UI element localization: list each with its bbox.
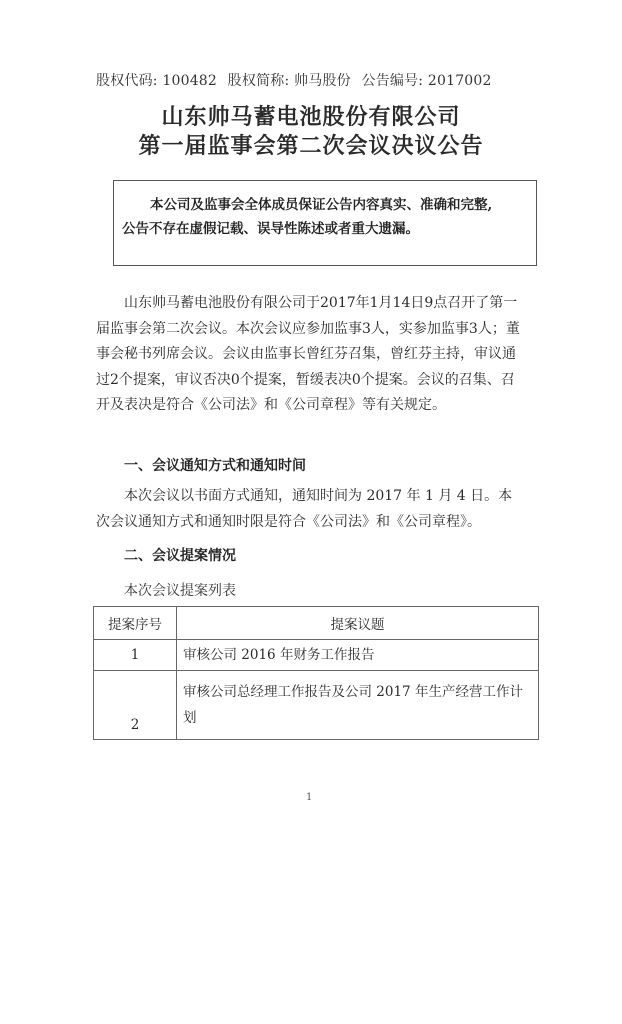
table-header-row bbox=[94, 607, 539, 640]
intro-line: 过2个提案，审议否决0个提案，暂缓表决0个提案。会议的召集、召 bbox=[96, 371, 515, 388]
proposal-number-cell: 1 bbox=[94, 640, 177, 671]
section-1-line: 次会议通知方式和通知时限是符合《公司法》和《公司章程》。 bbox=[96, 513, 481, 530]
announcement-title: 第一届监事会第二次会议决议公告 bbox=[138, 134, 484, 159]
section-1-line: 本次会议以书面方式通知，通知时间为 2017 年 1 月 4 日。本 bbox=[124, 488, 513, 504]
intro-line: 届监事会第二次会议。本次会议应参加监事3人，实参加监事3人；董 bbox=[96, 320, 520, 337]
section-1-heading: 一、会议通知方式和通知时间 bbox=[124, 458, 306, 474]
disclaimer-line-2: 公告不存在虚假记载、误导性陈述或者重大遗漏。 bbox=[122, 221, 419, 237]
disclaimer-box bbox=[113, 180, 537, 266]
table-row bbox=[94, 671, 539, 740]
proposal-topic-line: 划 bbox=[183, 710, 197, 726]
intro-line: 山东帅马蓄电池股份有限公司于2017年1月14日9点召开了第一 bbox=[124, 295, 518, 311]
proposals-table bbox=[93, 606, 539, 740]
proposal-topic-line: 审核公司 2016 年财务工作报告 bbox=[183, 647, 375, 663]
stock-code: 股权代码: 100482 bbox=[96, 73, 218, 89]
header-proposal-topic: 提案议题 bbox=[177, 607, 539, 640]
stock-info-line bbox=[96, 70, 526, 90]
table-row bbox=[94, 640, 539, 671]
proposal-number-cell: 2 bbox=[94, 671, 177, 740]
section-2-heading: 二、会议提案情况 bbox=[124, 548, 236, 564]
header-proposal-number: 提案序号 bbox=[94, 607, 177, 640]
company-title: 山东帅马蓄电池股份有限公司 bbox=[161, 105, 461, 130]
table-caption: 本次会议提案列表 bbox=[124, 583, 236, 599]
section-1-paragraph bbox=[96, 484, 536, 535]
notice-number: 公告编号: 2017002 bbox=[361, 73, 492, 89]
proposal-topic-cell bbox=[177, 640, 539, 671]
intro-line: 开及表决是符合《公司法》和《公司章程》等有关规定。 bbox=[96, 397, 446, 413]
intro-paragraph bbox=[96, 291, 536, 419]
stock-abbreviation: 股权简称: 帅马股份 bbox=[227, 73, 351, 89]
proposal-topic-line: 审核公司总经理工作报告及公司 2017 年生产经营工作计 bbox=[183, 684, 523, 700]
page-number: 1 bbox=[306, 792, 313, 803]
disclaimer-line-1: 本公司及监事会全体成员保证公告内容真实、准确和完整, bbox=[150, 197, 493, 213]
intro-line: 事会秘书列席会议。会议由监事长曾红芬召集，曾红芬主持，审议通 bbox=[96, 346, 516, 362]
proposal-topic-cell bbox=[177, 671, 539, 740]
